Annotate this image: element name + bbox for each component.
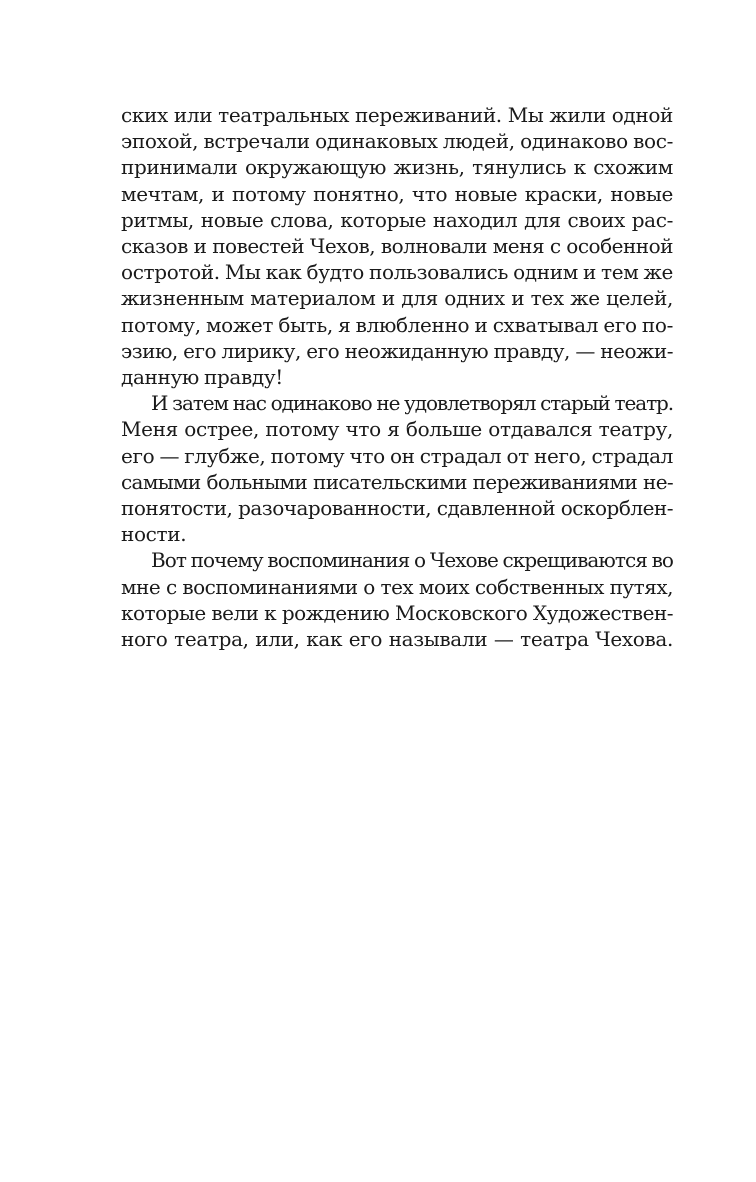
text-line: понятости, разочарованности, сдавленной оскорблен- <box>121 496 673 521</box>
text-line: мне с воспоминаниями о тех моих собственных путях, <box>121 574 673 599</box>
text-line: его — глубже, потому что он страдал от него, страдал <box>121 443 673 468</box>
text-line: остротой. Мы как будто пользовались одним и тем же <box>121 260 673 285</box>
text-line: ритмы, новые слова, которые находил для своих рас- <box>121 207 673 232</box>
text-line: сказов и повестей Чехов, волновали меня с особенной <box>121 234 673 259</box>
text-line: мечтам, и потому понятно, что новые краски, новые <box>121 181 673 206</box>
text-line: самыми больными писательскими переживаниями не- <box>121 469 673 494</box>
page-body-text <box>121 102 673 652</box>
text-line: И затем нас одинаково не удовлетворял старый театр. <box>151 391 673 416</box>
paragraph-1 <box>121 102 673 390</box>
text-line: Меня острее, потому что я больше отдавался театру, <box>121 417 673 442</box>
text-line: ного театра, или, как его называли — театра Чехова. <box>121 627 673 652</box>
text-line: эзию, его лирику, его неожиданную правду, — неожи- <box>121 338 673 363</box>
text-line: потому, может быть, я влюбленно и схватывал его по- <box>121 312 673 337</box>
text-line: эпохой, встречали одинаковых людей, одинаково вос- <box>121 129 673 154</box>
text-line: жизненным материалом и для одних и тех же целей, <box>121 286 673 311</box>
text-line: ских или театральных переживаний. Мы жили одной <box>121 103 673 127</box>
text-line: которые вели к рождению Московского Художествен- <box>121 600 673 625</box>
paragraph-3 <box>121 547 673 652</box>
text-line: ности. <box>121 522 187 547</box>
text-line: данную правду! <box>121 365 283 390</box>
text-line: принимали окружающую жизнь, тянулись к схожим <box>121 155 673 180</box>
paragraph-2 <box>121 390 673 547</box>
text-line: Вот почему воспоминания о Чехове скрещиваются во <box>151 548 673 573</box>
